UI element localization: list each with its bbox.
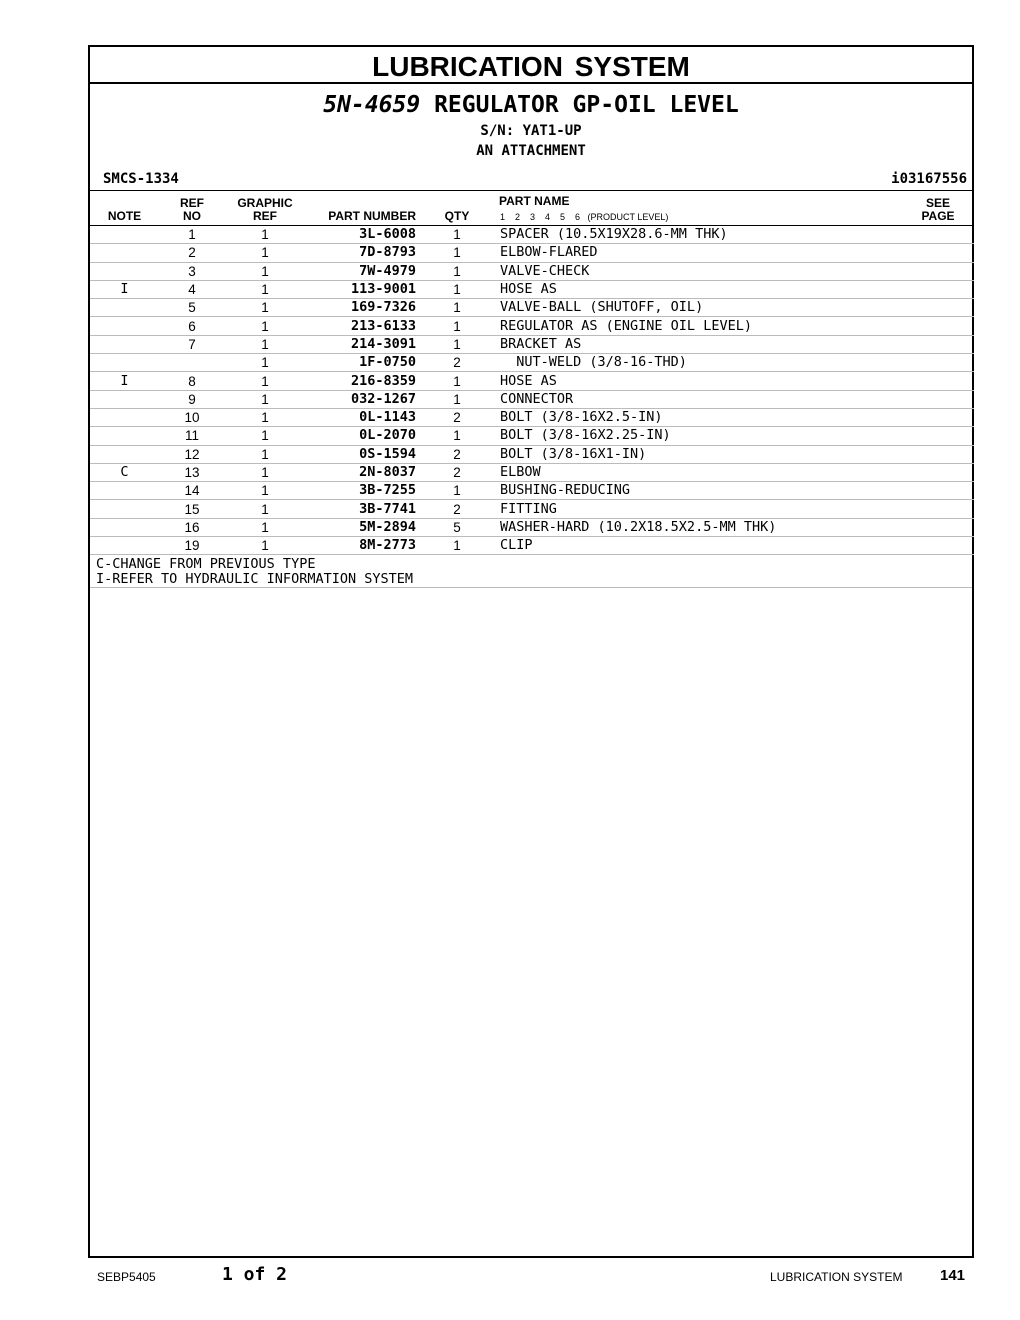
header-note: NOTE [107,209,142,223]
parts-table-body [90,226,974,555]
see-page-cell [909,299,974,317]
ref-number-cell: 16 [159,518,225,536]
ref-number-cell: 8 [159,372,225,390]
ref-number-cell: 12 [159,445,225,463]
part-number-link[interactable]: 7D-8793 [305,244,416,262]
part-number-link[interactable]: 2N-8037 [305,463,416,481]
notes-divider [90,587,972,588]
note-cell: I [90,280,159,298]
quantity-cell: 2 [416,408,498,426]
table-row [90,335,974,353]
parts-table [90,226,974,555]
notes-block [96,557,972,587]
section-title: LUBRICATION SYSTEM [90,47,972,84]
part-name-cell: BOLT (3/8-16X1-IN) [498,445,909,463]
part-name-cell: BUSHING-REDUCING [498,482,909,500]
graphic-ref-cell: 1 [225,427,305,445]
see-page-cell [909,500,974,518]
part-name-cell: BOLT (3/8-16X2.5-IN) [498,408,909,426]
ref-number-cell: 5 [159,299,225,317]
ref-number-cell: 14 [159,482,225,500]
part-number-link[interactable]: 3B-7255 [305,482,416,500]
note-cell [90,445,159,463]
see-page-cell [909,244,974,262]
part-name-cell: CLIP [498,537,909,555]
part-name-cell: CONNECTOR [498,390,909,408]
table-row [90,226,974,244]
quantity-cell: 1 [416,372,498,390]
graphic-ref-cell: 1 [225,372,305,390]
part-number-link[interactable]: 213-6133 [305,317,416,335]
part-number-link[interactable]: 7W-4979 [305,262,416,280]
note-cell [90,427,159,445]
serial-number-range: S/N: YAT1-UP [480,123,582,139]
table-row [90,299,974,317]
graphic-ref-cell: 1 [225,500,305,518]
column-headers [90,190,972,226]
part-number-link[interactable]: 3B-7741 [305,500,416,518]
see-page-cell [909,537,974,555]
part-number-link[interactable]: 169-7326 [305,299,416,317]
graphic-ref-cell: 1 [225,335,305,353]
group-part-number[interactable]: 5N-4659 [323,92,421,118]
ref-number-cell [159,354,225,372]
graphic-ref-cell: 1 [225,262,305,280]
part-name-cell: SPACER (10.5X19X28.6-MM THK) [498,226,909,244]
table-row [90,408,974,426]
part-number-link[interactable]: 0L-1143 [305,408,416,426]
table-row [90,390,974,408]
group-title [90,92,972,118]
note-cell [90,482,159,500]
note-cell: C [90,463,159,481]
note-cell [90,537,159,555]
see-page-cell [909,408,974,426]
table-row [90,372,974,390]
see-page-cell [909,390,974,408]
quantity-cell: 1 [416,482,498,500]
smcs-code: SMCS-1334 [103,171,179,187]
part-number-link[interactable]: 214-3091 [305,335,416,353]
header-qty: QTY [444,209,470,223]
footer-section-name: LUBRICATION SYSTEM [770,1270,903,1284]
graphic-ref-cell: 1 [225,518,305,536]
footer-page-of: 1 of 2 [222,1264,288,1285]
ref-number-cell: 19 [159,537,225,555]
part-number-link[interactable]: 0S-1594 [305,445,416,463]
header-graphic-top: GRAPHIC [237,196,293,210]
note-cell [90,354,159,372]
quantity-cell: 1 [416,390,498,408]
quantity-cell: 2 [416,445,498,463]
see-page-cell [909,518,974,536]
note-change: C-CHANGE FROM PREVIOUS TYPE [96,556,316,572]
header-ref-top: REF [180,196,204,210]
quantity-cell: 2 [416,354,498,372]
note-cell [90,317,159,335]
quantity-cell: 1 [416,299,498,317]
part-number-link[interactable]: 0L-2070 [305,427,416,445]
graphic-ref-cell: 1 [225,280,305,298]
part-number-link[interactable]: 113-9001 [305,280,416,298]
see-page-cell [909,463,974,481]
graphic-ref-cell: 1 [225,390,305,408]
ref-number-cell: 13 [159,463,225,481]
ref-number-cell: 10 [159,408,225,426]
note-cell [90,244,159,262]
graphic-ref-cell: 1 [225,482,305,500]
table-row [90,537,974,555]
footer-page-number: 141 [940,1267,966,1284]
graphic-ref-cell: 1 [225,244,305,262]
ref-number-cell: 3 [159,262,225,280]
note-hydraulic: I-REFER TO HYDRAULIC INFORMATION SYSTEM [96,571,413,587]
part-number-link[interactable]: 5M-2894 [305,518,416,536]
quantity-cell: 1 [416,226,498,244]
ref-number-cell: 1 [159,226,225,244]
ref-number-cell: 9 [159,390,225,408]
graphic-ref-cell: 1 [225,299,305,317]
quantity-cell: 2 [416,500,498,518]
table-row [90,317,974,335]
graphic-ref-cell: 1 [225,408,305,426]
header-part-number: PART NUMBER [328,209,416,223]
parts-page-frame [88,45,974,1258]
quantity-cell: 1 [416,262,498,280]
note-cell: I [90,372,159,390]
part-name-cell: VALVE-CHECK [498,262,909,280]
header-see-bottom: PAGE [921,209,955,223]
graphic-ref-cell: 1 [225,463,305,481]
see-page-cell [909,317,974,335]
graphic-ref-cell: 1 [225,445,305,463]
table-row [90,518,974,536]
see-page-cell [909,445,974,463]
header-part-name: PART NAME [499,194,570,208]
part-name-cell: NUT-WELD (3/8-16-THD) [498,354,909,372]
part-name-cell: BRACKET AS [498,335,909,353]
quantity-cell: 1 [416,335,498,353]
note-cell [90,500,159,518]
table-row [90,262,974,280]
note-cell [90,226,159,244]
note-cell [90,518,159,536]
quantity-cell: 1 [416,244,498,262]
header-graphic-bottom: REF [253,209,277,223]
header-product-level: 1 2 3 4 5 6 (PRODUCT LEVEL) [500,212,669,222]
graphic-ref-cell: 1 [225,537,305,555]
ref-number-cell: 11 [159,427,225,445]
see-page-cell [909,427,974,445]
see-page-cell [909,482,974,500]
see-page-cell [909,335,974,353]
group-name: REGULATOR GP-OIL LEVEL [434,92,739,118]
table-row [90,354,974,372]
quantity-cell: 1 [416,317,498,335]
part-name-cell: ELBOW [498,463,909,481]
part-name-cell: WASHER-HARD (10.2X18.5X2.5-MM THK) [498,518,909,536]
table-row [90,500,974,518]
ref-number-cell: 4 [159,280,225,298]
part-name-cell: BOLT (3/8-16X2.25-IN) [498,427,909,445]
part-number-link[interactable]: 216-8359 [305,372,416,390]
see-page-cell [909,280,974,298]
part-name-cell: FITTING [498,500,909,518]
table-row [90,427,974,445]
quantity-cell: 2 [416,463,498,481]
note-cell [90,335,159,353]
ref-number-cell: 15 [159,500,225,518]
see-page-cell [909,226,974,244]
part-number-link[interactable]: 8M-2773 [305,537,416,555]
footer-document-code: SEBP5405 [97,1270,156,1284]
quantity-cell: 1 [416,427,498,445]
part-name-cell: ELBOW-FLARED [498,244,909,262]
quantity-cell: 1 [416,537,498,555]
part-number-link[interactable]: 3L-6008 [305,226,416,244]
note-cell [90,408,159,426]
attachment-label: AN ATTACHMENT [476,143,586,159]
table-row [90,280,974,298]
part-name-cell: HOSE AS [498,280,909,298]
part-name-cell: HOSE AS [498,372,909,390]
part-number-link[interactable]: 1F-0750 [305,354,416,372]
part-name-cell: REGULATOR AS (ENGINE OIL LEVEL) [498,317,909,335]
see-page-cell [909,262,974,280]
see-page-cell [909,372,974,390]
table-row [90,244,974,262]
table-row [90,463,974,481]
graphic-ref-cell: 1 [225,226,305,244]
table-row [90,482,974,500]
graphic-ref-cell: 1 [225,354,305,372]
header-see-top: SEE [925,196,950,210]
header-ref-bottom: NO [183,209,201,223]
ref-number-cell: 6 [159,317,225,335]
note-cell [90,299,159,317]
note-cell [90,390,159,408]
part-name-cell: VALVE-BALL (SHUTOFF, OIL) [498,299,909,317]
graphic-ref-cell: 1 [225,317,305,335]
ref-number-cell: 7 [159,335,225,353]
table-row [90,445,974,463]
part-number-link[interactable]: 032-1267 [305,390,416,408]
ref-number-cell: 2 [159,244,225,262]
note-cell [90,262,159,280]
see-page-cell [909,354,974,372]
quantity-cell: 5 [416,518,498,536]
quantity-cell: 1 [416,280,498,298]
document-id: i03167556 [891,171,967,187]
